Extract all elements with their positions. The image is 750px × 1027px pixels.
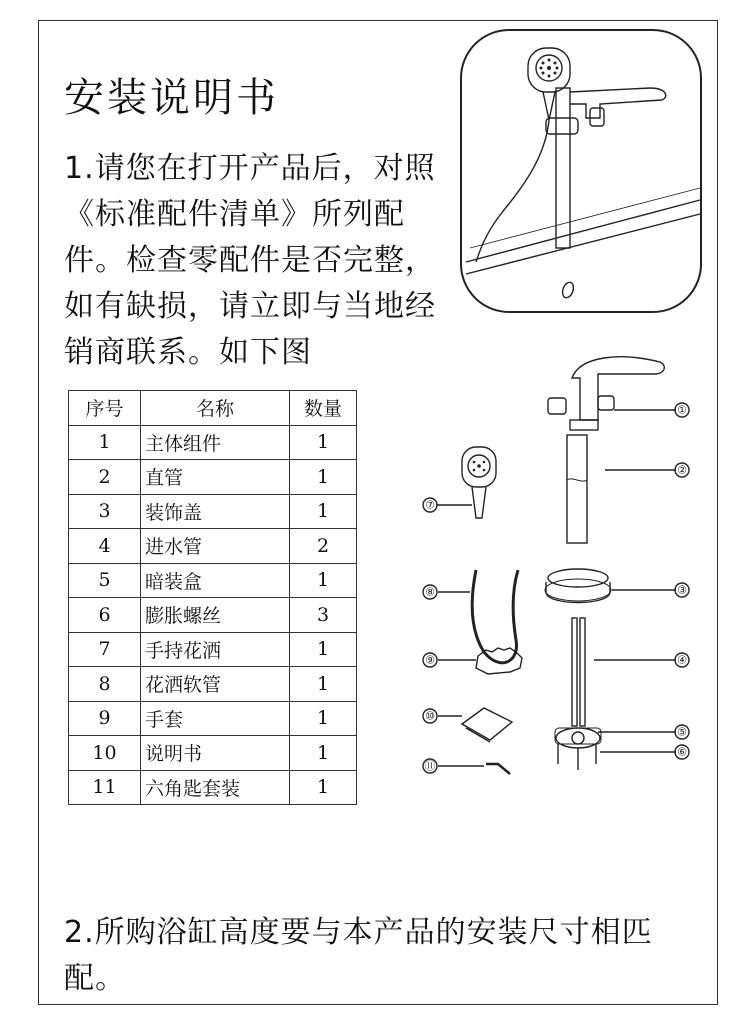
row-name: 膨胀螺丝: [141, 598, 290, 633]
row-no: 8: [69, 667, 141, 702]
part-decorative-cover: [545, 569, 689, 603]
row-name: 花洒软管: [141, 667, 290, 702]
callout-3: ③: [677, 583, 687, 597]
row-no: 2: [69, 460, 141, 495]
header-qty: 数量: [290, 391, 357, 426]
callout-10: ⑩: [425, 709, 435, 723]
callout-11: ⑪: [424, 759, 436, 773]
row-qty: 1: [290, 736, 357, 771]
instruction-step-1: 1.请您在打开产品后，对照《标准配件清单》所列配件。检查零配件是否完整，如有缺损，请立即与当地经销商联系。如下图: [64, 151, 436, 370]
row-no: 9: [69, 701, 141, 736]
installed-faucet-illustration: [461, 30, 701, 312]
part-main-body: [548, 357, 689, 430]
row-name: 暗装盒: [141, 563, 290, 598]
part-straight-pipe: [567, 435, 689, 543]
callout-2: ②: [677, 463, 687, 477]
row-qty: 1: [290, 563, 357, 598]
row-name: 说明书: [141, 736, 290, 771]
row-no: 3: [69, 494, 141, 529]
row-qty: 2: [290, 529, 357, 564]
row-no: 1: [69, 425, 141, 460]
header-name: 名称: [141, 391, 290, 426]
row-qty: 3: [290, 598, 357, 633]
row-qty: 1: [290, 632, 357, 667]
row-name: 手持花洒: [141, 632, 290, 667]
row-qty: 1: [290, 770, 357, 805]
callout-1: ①: [677, 403, 687, 417]
callout-4: ④: [677, 653, 687, 667]
callout-8: ⑧: [425, 585, 435, 599]
callout-6: ⑥: [677, 745, 687, 759]
instruction-step-2: 2.所购浴缸高度要与本产品的安装尺寸相匹配。: [64, 915, 653, 996]
row-qty: 1: [290, 667, 357, 702]
page-title: 安装说明书: [64, 75, 279, 121]
callout-7: ⑦: [425, 498, 435, 512]
part-hex-key: [423, 759, 510, 774]
header-no: 序号: [69, 391, 141, 426]
row-name: 六角匙套装: [141, 770, 290, 805]
part-concealed-box: [555, 725, 689, 748]
row-no: 10: [69, 736, 141, 771]
row-qty: 1: [290, 460, 357, 495]
part-shower-hose: [423, 570, 518, 663]
part-manual: [423, 708, 512, 742]
part-inlet-pipe: [572, 618, 689, 726]
row-no: 4: [69, 529, 141, 564]
row-no: 7: [69, 632, 141, 667]
row-no: 11: [69, 770, 141, 805]
row-no: 5: [69, 563, 141, 598]
row-name: 手套: [141, 701, 290, 736]
row-name: 进水管: [141, 529, 290, 564]
row-name: 主体组件: [141, 425, 290, 460]
callout-5: ⑤: [677, 725, 687, 739]
row-qty: 1: [290, 494, 357, 529]
row-name: 直管: [141, 460, 290, 495]
row-name: 装饰盖: [141, 494, 290, 529]
row-no: 6: [69, 598, 141, 633]
callout-9: ⑨: [425, 653, 435, 667]
row-qty: 1: [290, 701, 357, 736]
row-qty: 1: [290, 425, 357, 460]
